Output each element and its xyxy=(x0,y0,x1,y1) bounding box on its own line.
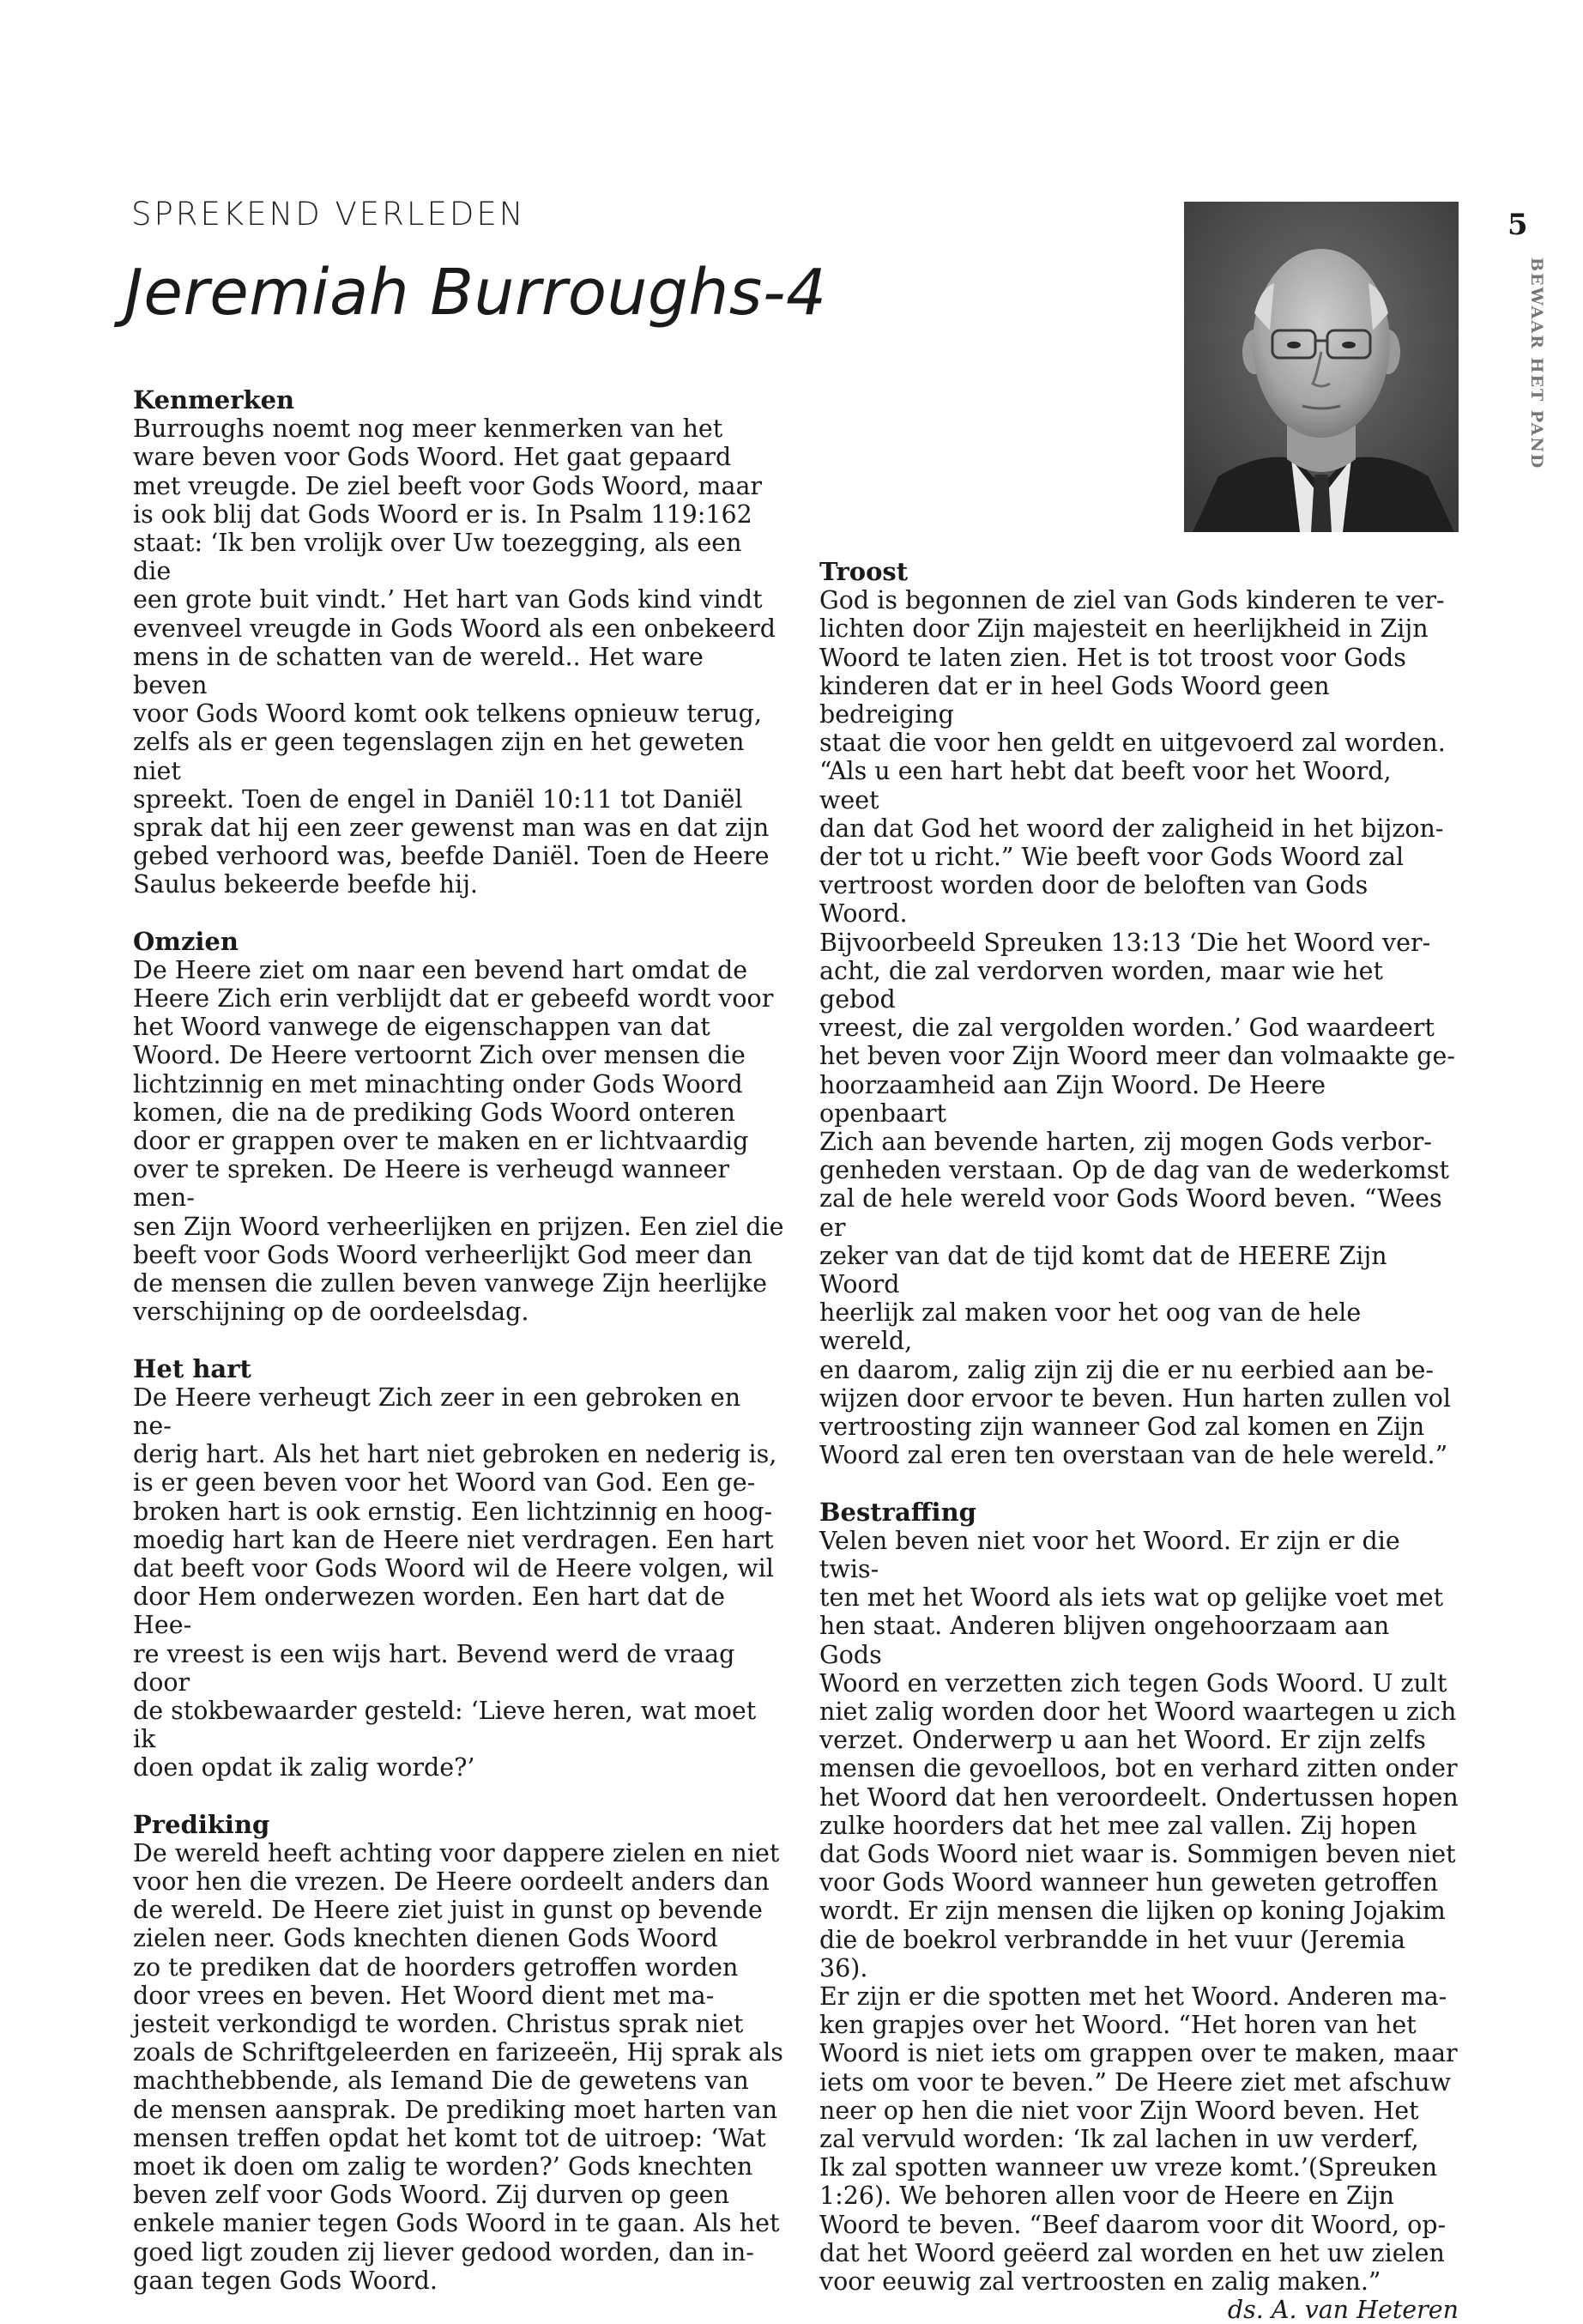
section-body: God is begonnen de ziel van Gods kinderen te ver- lichten door Zijn majesteit en heerlijkheid in Zijn Woord te laten zien. Het is tot troost voor Gods kinderen dat er in heel Gods Woord geen bedreiging staat die voor hen geldt en uitgevoerd zal worden. “Als u een hart hebt dat beeft voor het Woord, weet dan dat God het woord der zaligheid in het bijzon- der tot u richt.” Wie beeft voor Gods Woord zal vertroost worden door de beloften van Gods Woord. Bijvoorbeeld Spreuken 13:13 ‘Die het Woord ver- acht, die zal verdorven worden, maar wie het gebod vreest, die zal vergolden worden.’ God waardeert het beven voor Zijn Woord meer dan volmaakte ge- hoorzaamheid aan Zijn Woord. De Heere openbaart Zich aan bevende harten, zij mogen Gods verbor- genheden verstaan. Op de dag van de wederkomst zal de hele wereld voor Gods Woord beven. “Wees er zeker van dat de tijd komt dat de HEERE Zijn Woord heerlijk zal maken voor het oog van de hele wereld, en daarom, zalig zijn zij die er nu eerbied aan be- wijzen door ervoor te beven. Hun harten zullen vol vertroosting zijn wanneer God zal komen en Zijn Woord zal eren ten overstaan van de hele wereld.” xyxy=(819,586,1455,1470)
section-omzien xyxy=(133,928,785,1327)
section-heading: Prediking xyxy=(133,1809,270,1839)
author-portrait xyxy=(1184,202,1459,532)
article-title: Jeremiah Burroughs-4 xyxy=(124,256,827,330)
section-label: SPREKEND VERLEDEN xyxy=(131,196,526,233)
section-body: De Heere verheugt Zich zeer in een gebroken en ne- derig hart. Als het hart niet gebroken en nederig is, is er geen beven voor het Woord van God. Een ge- broken hart is ook ernstig. Een lichtzinnig en hoog- moedig hart kan de Heere niet verdragen. Een hart dat beeft voor Gods Woord wil de Heere volgen, wil door Hem onderwezen worden. Een hart dat de Hee- re vreest is een wijs hart. Bevend werd de vraag door de stokbewaarder gesteld: ‘Lieve heren, wat moet ik doen opdat ik zalig worde?’ xyxy=(133,1383,777,1782)
section-heading: Omzien xyxy=(133,926,239,956)
section-heading: Bestraffing xyxy=(819,1497,976,1527)
section-kenmerken xyxy=(133,386,785,899)
section-body: De Heere ziet om naar een bevend hart omdat de Heere Zich erin verblijdt dat er gebeefd wordt voor het Woord vanwege de eigenschappen van dat Woord. De Heere vertoornt Zich over mensen die lichtzinnig en met minachting onder Gods Woord komen, die na de prediking Gods Woord onteren door er grappen over te maken en er lichtvaardig over te spreken. De Heere is verheugd wanneer men- sen Zijn Woord verheerlijken en prijzen. Een ziel die beeft voor Gods Woord verheerlijkt God meer dan de mensen die zullen beven vanwege Zijn heerlijke verschijning op de oordeelsdag. xyxy=(133,955,784,1327)
section-bestraffing xyxy=(819,1498,1459,2297)
section-troost xyxy=(819,558,1459,1470)
right-column xyxy=(819,558,1459,2324)
magazine-side-label: BEWAAR HET PAND xyxy=(1527,257,1546,470)
section-heading: Het hart xyxy=(133,1353,251,1383)
section-prediking xyxy=(133,1811,785,2295)
section-body: Velen beven niet voor het Woord. Er zijn er die twis- ten met het Woord als iets wat op gelijke voet met hen staat. Anderen blijven ongehoorzaam aan Gods Woord en verzetten zich tegen Gods Woord. U zult niet zalig worden door het Woord waartegen u zich verzet. Onderwerp u aan het Woord. Er zijn zelfs mensen die gevoelloos, bot en verhard zitten onder het Woord dat hen veroordeelt. Ondertussen hopen zulke hoorders dat het mee zal vallen. Zij hopen dat Gods Woord niet waar is. Sommigen beven niet voor Gods Woord wanneer hun geweten getroffen wordt. Er zijn mensen die lijken op koning Jojakim die de boekrol verbrandde in het vuur (Jeremia 36). Er zijn er die spotten met het Woord. Anderen ma- ken grapjes over het Woord. “Het horen van het Woord is niet iets om grappen over te maken, maar iets om voor te beven.” De Heere ziet met afschuw neer op hen die niet voor Zijn Woord beven. Het zal vervuld worden: ‘Ik zal lachen in uw verderf, Ik zal spotten wanneer uw vreze komt.’(Spreuken 1:26). We behoren allen voor de Heere en Zijn Woord te beven. “Beef daarom voor dit Woord, op- dat het Woord geëerd zal worden en het uw zielen voor eeuwig zal vertroosten en zalig maken.” xyxy=(819,1526,1459,2296)
section-heading: Kenmerken xyxy=(133,385,295,415)
section-body: Burroughs noemt nog meer kenmerken van het ware beven voor Gods Woord. Het gaat gepaard met vreugde. De ziel beeft voor Gods Woord, maar is ook blij dat Gods Woord er is. In Psalm 119:162 staat: ‘Ik ben vrolijk over Uw toezegging, als een die een grote buit vindt.’ Het hart van Gods kind vindt evenveel vreugde in Gods Woord als een onbekeerd mens in de schatten van de wereld.. Het ware beven voor Gods Woord komt ook telkens opnieuw terug, zelfs als er geen tegenslagen zijn en het geweten niet spreekt. Toen de engel in Daniël 10:11 tot Daniël sprak dat hij een zeer gewenst man was en dat zijn gebed verhoord was, beefde Daniël. Toen de Heere Saulus bekeerde beefde hij. xyxy=(133,415,776,899)
portrait-image xyxy=(1184,202,1459,532)
author-signature: ds. A. van Heteren xyxy=(1227,2296,1459,2324)
page-number: 5 xyxy=(1507,208,1528,242)
section-heading: Troost xyxy=(819,557,909,586)
section-het-hart xyxy=(133,1355,785,1782)
left-column xyxy=(133,386,785,2323)
section-body: De wereld heeft achting voor dappere zielen en niet voor hen die vrezen. De Heere oordeelt anders dan de wereld. De Heere ziet juist in gunst op bevende zielen neer. Gods knechten dienen Gods Woord zo te prediken dat de hoorders getroffen worden door vrees en beven. Het Woord dient met ma- jesteit verkondigd te worden. Christus sprak niet zoals de Schriftgeleerden en farizeeën, Hij sprak als machthebbende, als Iemand Die de gewetens van de mensen aansprak. De prediking moet harten van mensen treffen opdat het komt tot de uitroep: ‘Wat moet ik doen om zalig te worden?’ Gods knechten beven zelf voor Gods Woord. Zij durven op geen enkele manier tegen Gods Woord in te gaan. Als het goed ligt zouden zij liever gedood worden, dan in- gaan tegen Gods Woord. xyxy=(133,1838,783,2295)
